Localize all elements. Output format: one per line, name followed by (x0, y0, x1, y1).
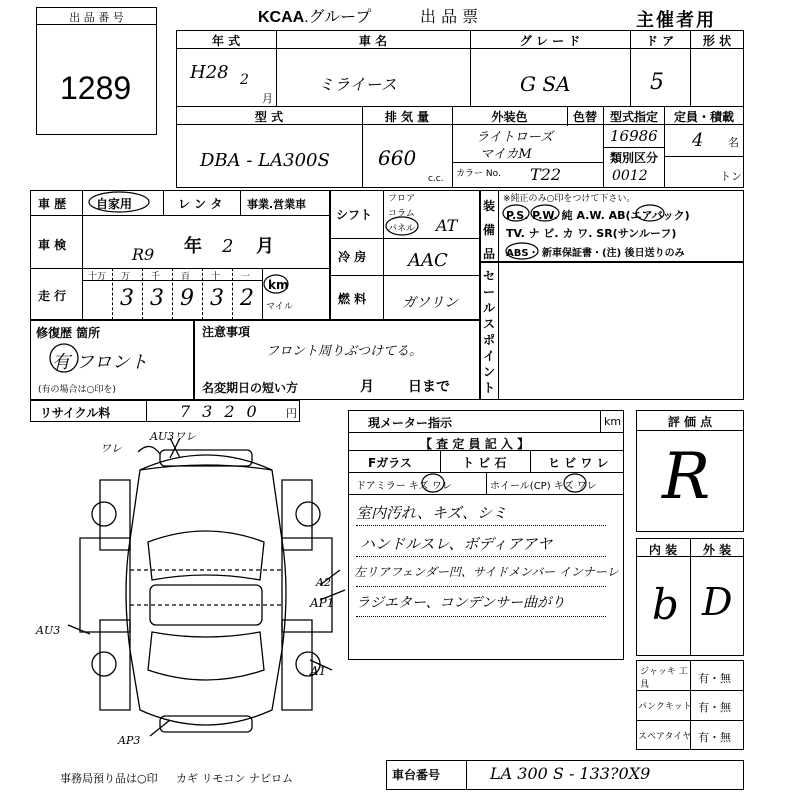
repair-circle (48, 342, 82, 374)
inspection-month-unit: 月 (256, 236, 274, 257)
expiry-day-unit: 日まで (408, 379, 450, 395)
history-business: 事業.営業車 (247, 198, 307, 211)
name-value: ミライース (318, 75, 397, 94)
mark-ap3: AP3 (118, 734, 141, 747)
mileage-label: 走 行 (38, 289, 67, 303)
spare-label: スペアタイヤ (638, 732, 692, 742)
expiry-label: 名変期日の短い方 (202, 381, 299, 395)
mark-a1: A1 (310, 664, 327, 678)
door-value: 5 (650, 70, 664, 95)
color-label: 外装色 (491, 110, 528, 124)
shift-column: コラム (388, 209, 415, 219)
private-circle (86, 190, 156, 215)
fuel-label: 燃 料 (338, 292, 367, 306)
equipment-line2: TV. ナ ビ. カ ワ. SR(サンルーフ) (506, 227, 677, 240)
chassis-label: 車台番号 (392, 768, 441, 782)
shape-label: 形 状 (702, 34, 732, 48)
glass-label-3: ヒ ビ ワ レ (548, 456, 609, 470)
puncture-label: パンクキット (638, 702, 692, 712)
glass-label-1: Fガラス (368, 456, 412, 470)
recycle-unit: 円 (286, 407, 297, 420)
panel-circle (384, 215, 424, 237)
glass-label-2: ト ビ 石 (462, 456, 507, 470)
type-value: 16986 (610, 127, 658, 145)
recycle-label: リサイクル料 (40, 406, 111, 420)
color-code: T22 (530, 165, 562, 184)
class-value: 0012 (612, 168, 648, 184)
repair-note: (有の場合は○印を) (38, 385, 116, 395)
inspection-era: R9 (132, 245, 155, 264)
km-circle (262, 273, 292, 295)
model-value: DBA - LA300S (200, 150, 330, 171)
mile-label: マイル (266, 302, 293, 312)
lot-number: 1289 (60, 70, 132, 106)
inspector-title: 【 査 定 員 記 入 】 (420, 437, 530, 451)
history-label: 車 歴 (38, 197, 67, 211)
color-code-label: カラー No. (456, 169, 501, 179)
mileage-unit-5: 一 (241, 272, 251, 282)
interior-label: 内 装 (648, 543, 678, 557)
rating-label: 評 価 点 (667, 415, 713, 429)
color-value-2: マイカM (480, 147, 532, 162)
header-title: 出 品 票 (420, 7, 479, 26)
km-label: km (268, 278, 289, 292)
mileage-unit-0: 十万 (88, 272, 107, 282)
equipment-label: 装備品 (483, 199, 496, 261)
displacement-unit: c.c. (428, 174, 444, 184)
mileage-digit-2: 3 (150, 286, 164, 311)
shift-panel: パネル (388, 224, 416, 234)
spare-value: 有・無 (698, 731, 731, 744)
damage-circles (350, 472, 620, 494)
shift-floor: フロア (388, 194, 416, 204)
equipment-line1: P.S. P.W. 純 A.W. AB(エアバック) (506, 209, 690, 222)
exterior-value: D (702, 580, 733, 624)
notes-label: 注意事項 (202, 325, 251, 339)
mark-au3-ware: AU3ワレ (150, 430, 197, 443)
mileage-unit-4: 十 (211, 272, 221, 282)
mileage-unit-2: 千 (151, 272, 161, 282)
capacity-unit: 名 (728, 136, 739, 149)
mileage-digit-5: 2 (240, 286, 254, 311)
shift-label: シフト (336, 208, 373, 222)
office-items: カギ リモコン ナビロム (176, 772, 293, 785)
mileage-digit-3: 9 (180, 286, 194, 311)
capacity-label: 定員・積載 (673, 110, 734, 124)
color-value-1: ライトローズ (476, 130, 553, 145)
history-private: 自家用 (96, 197, 133, 211)
brand-text: KCAA (258, 9, 305, 26)
mirror-label: ドアミラー キズ ワレ (356, 481, 452, 492)
comment-3: 左リアフェンダー凹、サイドメンバー インナーレ (354, 565, 619, 579)
inspection-year-unit: 年 (184, 236, 202, 257)
repair-value: 有 フロント (52, 352, 148, 373)
meter-label: 現メーター指示 (368, 416, 453, 430)
repair-label: 修復歴 箇所 (36, 326, 101, 340)
mark-a2: A2 (316, 576, 331, 589)
wheel-label: ホイール(CP) キズ ワレ (490, 481, 597, 492)
lot-label: 出 品 番 号 (69, 11, 124, 24)
mark-ware: ワレ (100, 442, 122, 455)
sales-point-box (480, 262, 744, 400)
shift-value: AT (436, 216, 458, 235)
expiry-month-unit: 月 (360, 379, 374, 395)
notes-value: フロント周りぶつけてる。 (266, 344, 423, 359)
brand-suffix: .グループ (304, 9, 372, 26)
mark-au3: AU3 (36, 624, 61, 637)
grade-label: グ レ ー ド (519, 34, 581, 48)
chassis-value: LA 300 S - 133?0X9 (490, 764, 651, 783)
exterior-label: 外 装 (702, 543, 732, 557)
grade-value: G SA (520, 72, 571, 96)
rating-value: R (662, 440, 711, 514)
ac-value: AAC (408, 250, 448, 271)
inspection-label: 車 検 (38, 238, 67, 252)
year-month: 2 (240, 72, 249, 88)
mileage-digit-1: 3 (120, 286, 134, 311)
type-label: 型式指定 (610, 110, 659, 124)
header-role: 主催者用 (636, 10, 716, 31)
header-brand (258, 4, 371, 27)
inspection-month: 2 (222, 236, 234, 257)
name-label: 車 名 (358, 34, 388, 48)
door-label: ド ア (645, 34, 675, 48)
car-diagram (20, 420, 340, 760)
ac-label: 冷 房 (338, 250, 367, 264)
jack-value: 有・無 (698, 672, 731, 685)
mileage-unit-3: 百 (181, 272, 191, 282)
comment-4: ラジエター、コンデンサー曲がり (356, 595, 566, 611)
recycle-value: 7320 (180, 402, 269, 421)
displacement-label: 排 気 量 (384, 110, 430, 124)
equipment-line3: ABS・ 新車保証書・(注) 後日送りのみ (506, 248, 685, 259)
year-label: 年 式 (211, 34, 241, 48)
class-label: 類別区分 (610, 151, 659, 165)
equipment-circles (500, 204, 680, 260)
office-note: 事務局預り品は○印 (60, 772, 158, 785)
fuel-value: ガソリン (402, 295, 458, 311)
month-unit: 月 (262, 92, 273, 105)
comment-1: 室内汚れ、キズ、シミ (356, 504, 508, 522)
capacity-value: 4 (692, 130, 704, 151)
sales-point-label: セールスポイント (483, 269, 496, 395)
model-label: 型 式 (254, 110, 284, 124)
mileage-digit-4: 3 (210, 286, 224, 311)
year-era: H28 (190, 62, 229, 83)
mark-ap1: AP1 (310, 596, 335, 610)
load-unit: トン (720, 170, 742, 183)
mileage-unit-1: 万 (121, 272, 131, 282)
history-rental: レ ン タ (178, 197, 223, 211)
recolor-label: 色替 (572, 110, 597, 124)
puncture-value: 有・無 (698, 701, 731, 714)
meter-unit: km (604, 415, 622, 428)
comment-2: ハンドルスレ、ボディアアヤ (360, 535, 553, 553)
interior-value: b (652, 580, 679, 629)
equipment-note: ※純正のみ○印をつけて下さい。 (503, 194, 636, 204)
jack-label: ジャッキ 工 具 (640, 667, 688, 690)
displacement-value: 660 (378, 146, 417, 170)
